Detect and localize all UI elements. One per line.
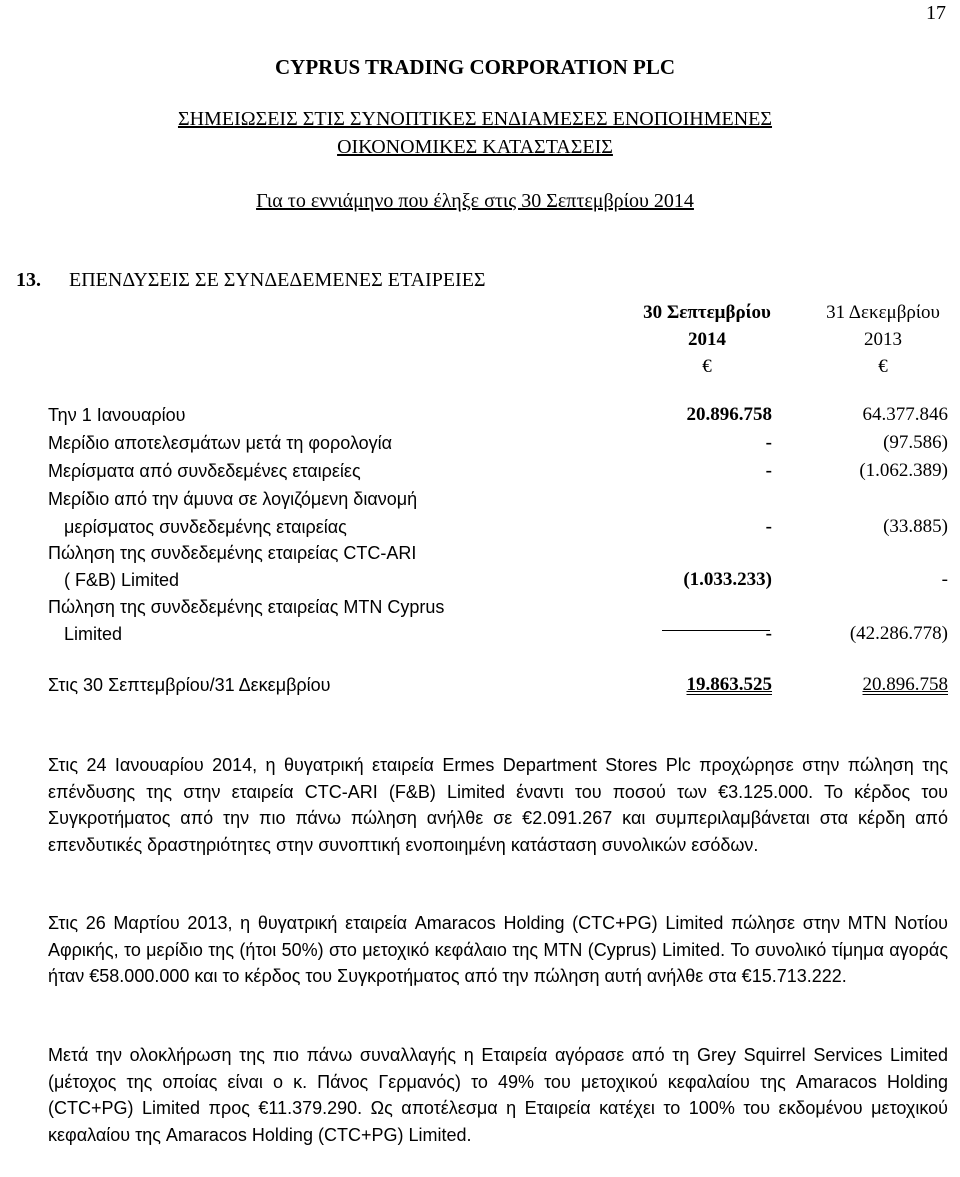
column-header-2013 bbox=[788, 299, 960, 380]
row-value-2014: - bbox=[765, 432, 772, 453]
row-value-2014: 20.896.758 bbox=[686, 404, 772, 425]
row-value-2013: (1.062.389) bbox=[859, 460, 948, 481]
row-value-2013: (33.885) bbox=[883, 516, 948, 537]
row-value-2013: 64.377.846 bbox=[862, 404, 948, 425]
period-title: Για το εννιάμηνο που έληξε στις 30 Σεπτεμβρίου 2014 bbox=[256, 190, 694, 212]
row-label-defence-line1: Μερίδιο από την άμυνα σε λογιζόμενη διανομή bbox=[48, 489, 418, 509]
row-label-sale-ctc-ari-line2: ( F&B) Limited bbox=[64, 570, 180, 590]
row-value-2014: - bbox=[765, 623, 772, 644]
row-label-sale-mtn-line1: Πώληση της συνδεδεμένης εταιρείας MTN Cyprus bbox=[48, 597, 445, 617]
paragraph-ctc-ari-sale: Στις 24 Ιανουαρίου 2014, η θυγατρική εταιρεία Ermes Department Stores Plc προχώρησε στην πώληση της επένδυσης της στην εταιρεία CTC-ARI (F&B) Limited έναντι του ποσού των €3.125.000. Το κέρδος του Συγκροτήματος από την πιο πάνω πώληση ανήλθε σε €2.091.267 και συμπεριλαμβάνεται στα κέρδη από επενδυτικές δραστηριότητες στην συνοπτική ενοποιημένη κατάσταση συνολικών εσόδων. bbox=[48, 755, 948, 855]
row-label-dividends: Μερίσματα από συνδεδεμένες εταιρείες bbox=[48, 461, 361, 481]
page-number: 17 bbox=[926, 2, 946, 24]
column-header-2014-currency: € bbox=[702, 356, 712, 377]
section-title bbox=[16, 269, 486, 292]
row-value-2014: (1.033.233) bbox=[683, 569, 772, 590]
column-header-2014-date: 30 Σεπτεμβρίου bbox=[643, 302, 771, 323]
row-value-2014: - bbox=[765, 460, 772, 481]
row-label-defence-line2: μερίσματος συνδεδεμένης εταιρείας bbox=[64, 517, 347, 537]
row-value-2013-total: 20.896.758 bbox=[862, 674, 948, 695]
row-value-2013: (42.286.778) bbox=[849, 623, 948, 644]
company-name: CYPRUS TRADING CORPORATION PLC bbox=[275, 55, 675, 79]
row-label-closing: Στις 30 Σεπτεμβρίου/31 Δεκεμβρίου bbox=[48, 675, 331, 695]
row-value-2014: - bbox=[765, 516, 772, 537]
notes-header-line1: ΣΗΜΕΙΩΣΕΙΣ ΣΤΙΣ ΣΥΝΟΠΤΙΚΕΣ ΕΝΔΙΑΜΕΣΕΣ ΕΝΟΠΟΙΗΜΕΝΕΣ bbox=[177, 108, 773, 130]
row-value-2013: - bbox=[941, 569, 948, 590]
row-label-sale-ctc-ari-line1: Πώληση της συνδεδεμένης εταιρείας CTC-ARI bbox=[48, 543, 417, 563]
row-value-2013: (97.586) bbox=[883, 432, 948, 453]
row-label-opening: Την 1 Ιανουαρίου bbox=[48, 405, 186, 425]
column-header-2014 bbox=[612, 299, 802, 380]
section-number: 13. bbox=[16, 269, 41, 291]
column-header-2013-currency: € bbox=[878, 356, 888, 377]
row-value-2014-total: 19.863.525 bbox=[686, 674, 772, 695]
row-label-sale-mtn-line2: Limited bbox=[64, 624, 123, 644]
paragraph-amaracos-acquisition: Μετά την ολοκλήρωση της πιο πάνω συναλλαγής η Εταιρεία αγόρασε από τη Grey Squirrel Services Limited (μέτοχος της οποίας είναι ο κ. Πάνος Γερμανός) το 49% του μετοχικού κεφαλαίου της Amaracos Holding (CTC+PG) Limited προς €11.379.290. Ως αποτέλεσμα η Εταιρεία κατέχει το 100% του εκδομένου μετοχικού κεφαλαίου της Amaracos Holding (CTC+PG) Limited. bbox=[48, 1045, 948, 1145]
row-label-share-results: Μερίδιο αποτελεσμάτων μετά τη φορολογία bbox=[48, 433, 393, 453]
column-header-2013-date: 31 Δεκεμβρίου bbox=[826, 302, 940, 323]
section-heading: ΕΠΕΝΔΥΣΕΙΣ ΣΕ ΣΥΝΔΕΔΕΜΕΝΕΣ ΕΤΑΙΡΕΙΕΣ bbox=[69, 269, 486, 291]
notes-header-line2: ΟΙΚΟΝΟΜΙΚΕΣ ΚΑΤΑΣΤΑΣΕΙΣ bbox=[337, 136, 613, 158]
paragraph-mtn-sale: Στις 26 Μαρτίου 2013, η θυγατρική εταιρεία Amaracos Holding (CTC+PG) Limited πώλησε στην MTN Νοτίου Αφρικής, το μερίδιο της (ήτοι 50%) στο μετοχικό κεφάλαιο της MTN (Cyprus) Limited. Το συνολικό τίμημα αγοράς ήταν €58.000.000 και το κέρδος του Συγκροτήματος από την πώληση αυτή ανήλθε στα €15.713.222. bbox=[48, 913, 948, 986]
column-header-2014-year: 2014 bbox=[688, 329, 726, 350]
column-header-2013-year: 2013 bbox=[864, 329, 902, 350]
